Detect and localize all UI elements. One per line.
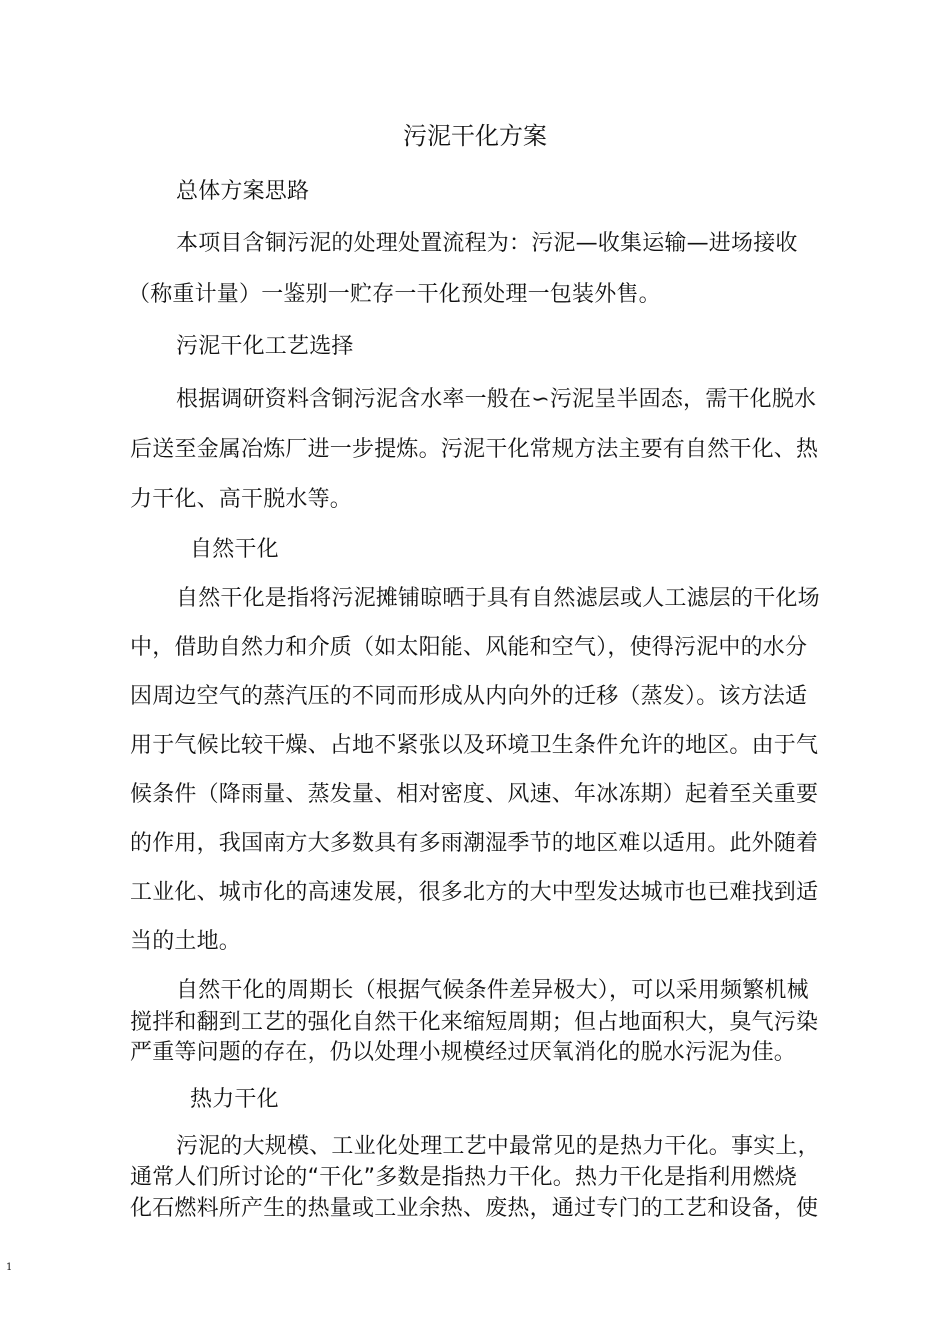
- document-title: 污泥干化方案: [403, 122, 547, 150]
- paragraph-line: 通常人们所讨论的“干化”多数是指热力干化。热力干化是指利用燃烧: [130, 1165, 797, 1190]
- paragraph-line: 力干化、高干脱水等。: [130, 487, 353, 512]
- paragraph-line: 后送至金属冶炼厂进一步提炼。污泥干化常规方法主要有自然干化、热: [130, 437, 819, 462]
- paragraph-line: （称重计量）一鉴别一贮存一干化预处理一包装外售。: [128, 282, 661, 307]
- paragraph-line: 根据调研资料含铜污泥含水率一般在∽污泥呈半固态，需干化脱水: [176, 387, 817, 412]
- section-heading: 污泥干化工艺选择: [176, 334, 354, 359]
- paragraph-line: 污泥的大规模、工业化处理工艺中最常见的是热力干化。事实上，: [176, 1134, 820, 1159]
- paragraph-line: 自然干化是指将污泥摊铺晾晒于具有自然滤层或人工滤层的干化场: [176, 586, 820, 611]
- paragraph-line: 本项目含铜污泥的处理处置流程为：污泥—收集运输—进场接收: [176, 231, 798, 256]
- subsection-heading: 热力干化: [190, 1087, 279, 1112]
- paragraph-line: 的作用，我国南方大多数具有多雨潮湿季节的地区难以适用。此外随着: [130, 831, 819, 856]
- paragraph-line: 化石燃料所产生的热量或工业余热、废热，通过专门的工艺和设备，使: [130, 1196, 819, 1221]
- page-number: 1: [6, 1262, 13, 1273]
- paragraph-line: 严重等问题的存在，仍以处理小规模经过厌氧消化的脱水污泥为佳。: [130, 1040, 797, 1065]
- section-heading: 总体方案思路: [176, 179, 310, 204]
- paragraph-line: 自然干化的周期长（根据气候条件差异极大），可以采用频繁机械: [176, 978, 809, 1003]
- paragraph-line: 搅拌和翻到工艺的强化自然干化来缩短周期；但占地面积大，臭气污染: [130, 1010, 819, 1035]
- subsection-heading: 自然干化: [190, 537, 279, 562]
- paragraph-line: 当的土地。: [130, 929, 242, 954]
- paragraph-line: 用于气候比较干燥、占地不紧张以及环境卫生条件允许的地区。由于气: [130, 733, 819, 758]
- paragraph-line: 中，借助自然力和介质（如太阳能、风能和空气），使得污泥中的水分: [130, 635, 808, 660]
- paragraph-line: 工业化、城市化的高速发展，很多北方的大中型发达城市也已难找到适: [130, 880, 819, 905]
- paragraph-line: 候条件（降雨量、蒸发量、相对密度、风速、年冰冻期）起着至关重要: [130, 782, 819, 807]
- paragraph-line: 因周边空气的蒸汽压的不同而形成从内向外的迁移（蒸发）。该方法适: [130, 684, 808, 709]
